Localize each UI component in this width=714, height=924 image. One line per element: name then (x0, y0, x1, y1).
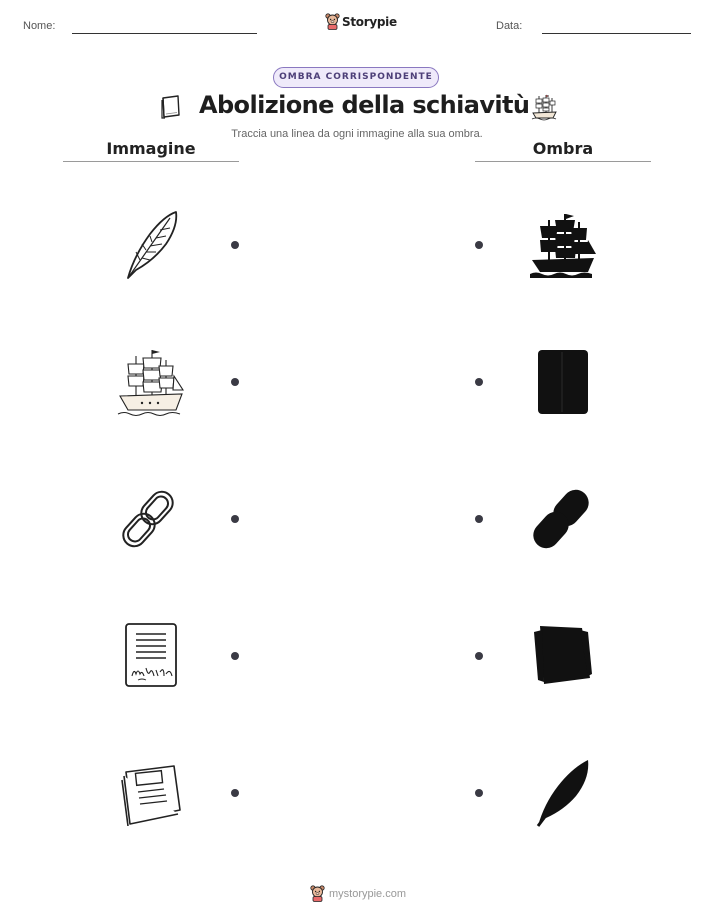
name-label: Nome: (23, 20, 56, 32)
left-dot-4[interactable] (231, 652, 239, 660)
brand-name: Storypie (342, 14, 397, 29)
right-dot-3[interactable] (475, 515, 483, 523)
left-dot-2[interactable] (231, 378, 239, 386)
ship-drawing-icon (116, 346, 186, 418)
date-label: Data: (496, 20, 523, 32)
book-silhouette (536, 348, 590, 416)
bear-mascot-icon (310, 885, 325, 902)
column-underline-right (475, 161, 651, 162)
book-icon (158, 94, 184, 120)
quill-icon (120, 208, 184, 282)
right-dot-1[interactable] (475, 241, 483, 249)
footer-site: mystorypie.com (329, 887, 407, 900)
activity-badge: OMBRA CORRISPONDENTE (273, 67, 439, 88)
date-field-line[interactable] (542, 33, 691, 34)
left-dot-5[interactable] (231, 789, 239, 797)
left-dot-1[interactable] (231, 241, 239, 249)
bear-mascot-icon (325, 13, 340, 30)
chain-silhouette (530, 486, 596, 552)
stacked-book-silhouette (530, 622, 596, 688)
ship-silhouette (530, 210, 596, 280)
right-dot-5[interactable] (475, 789, 483, 797)
column-header-shadow: Ombra (532, 139, 594, 158)
booklet-icon (118, 760, 184, 826)
footer (310, 885, 406, 902)
ship-icon (530, 93, 558, 121)
signed-document-icon (124, 622, 180, 690)
quill-silhouette (532, 758, 594, 828)
name-field-line[interactable] (72, 33, 257, 34)
chain-link-icon (118, 486, 184, 552)
instructions: Traccia una linea da ogni immagine alla sua ombra. (231, 128, 483, 140)
left-dot-3[interactable] (231, 515, 239, 523)
column-header-image: Immagine (106, 139, 196, 158)
page-title: Abolizione della schiavitù (199, 91, 530, 119)
column-underline-left (63, 161, 239, 162)
right-dot-2[interactable] (475, 378, 483, 386)
brand-logo (325, 13, 397, 30)
right-dot-4[interactable] (475, 652, 483, 660)
